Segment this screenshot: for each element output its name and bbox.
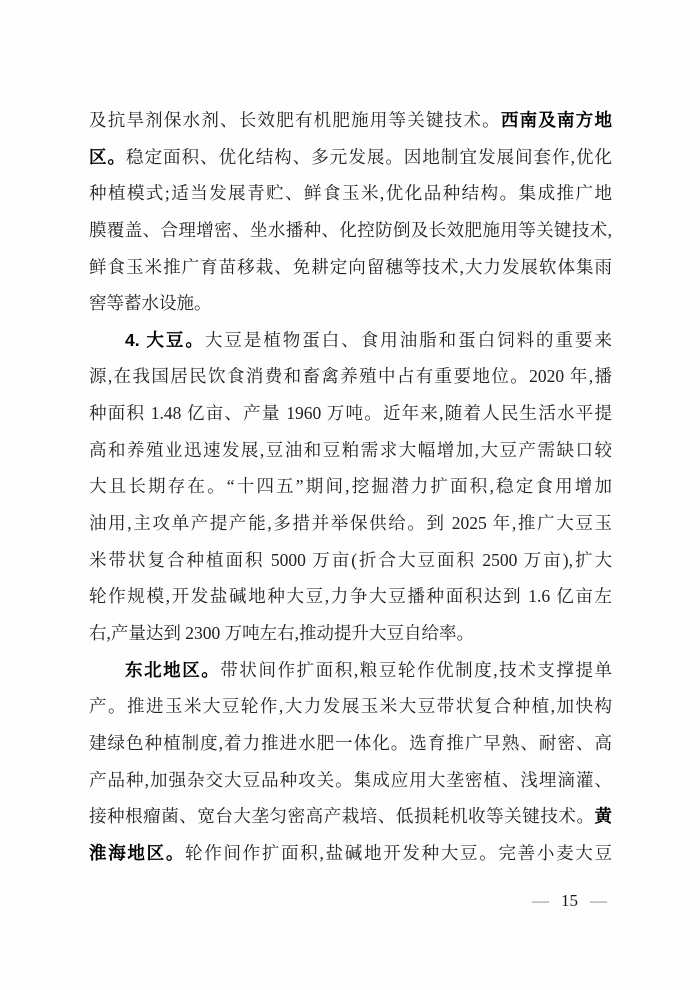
body-text-run: 种植模式;适当发展青贮、鲜食玉米,优化品种结构。集成推广地 (89, 183, 612, 204)
bold-heading-run: 黄 (594, 806, 612, 827)
text-line (89, 615, 612, 652)
body-text-run: 大豆是植物蛋白、食用油脂和蛋白饲料的重要来 (204, 329, 612, 350)
body-text-run: 建绿色种植制度,着力推进水肥一体化。选育推广早熟、耐密、高 (89, 732, 612, 753)
bold-heading-run: 4. 大豆。 (125, 329, 205, 350)
body-text-run: 轮作间作扩面积,盐碱地开发种大豆。完善小麦大豆 (185, 842, 612, 863)
text-line (89, 798, 612, 835)
text-line (89, 578, 612, 615)
body-text-run: 产。推进玉米大豆轮作,大力发展玉米大豆带状复合种植,加快构 (89, 696, 612, 717)
body-text-run: 种面积 1.48 亿亩、产量 1960 万吨。近年来,随着人民生活水平提 (89, 403, 612, 424)
body-text-run: 及抗旱剂保水剂、长效肥有机肥施用等关键技术。 (89, 110, 501, 130)
text-line (89, 249, 612, 286)
body-text-run: 稳定面积、优化结构、多元发展。因地制宜发展间套作,优化 (126, 146, 612, 167)
text-line (89, 688, 612, 725)
text-line (89, 322, 612, 359)
page-body-text (89, 102, 612, 871)
text-line (89, 212, 612, 249)
body-text-run: 接种根瘤菌、宽台大垄匀密高产栽培、低损耗机收等关键技术。 (89, 806, 595, 827)
bold-heading-run: 西南及南方地 (500, 110, 612, 130)
text-line (89, 762, 612, 799)
body-text-run: 右,产量达到 2300 万吨左右,推动提升大豆自给率。 (89, 622, 474, 643)
bold-heading-run: 东北地区。 (125, 659, 221, 680)
footer-dash-left: — (532, 891, 549, 910)
text-line (89, 285, 612, 322)
text-line (89, 358, 612, 395)
text-line (89, 395, 612, 432)
page-number: 15 (561, 891, 578, 910)
footer-dash-right: — (590, 891, 607, 910)
text-line (89, 652, 612, 689)
text-line (89, 102, 612, 139)
body-text-run: 源,在我国居民饮食消费和畜禽养殖中占有重要地位。2020 年,播 (89, 366, 612, 387)
text-line (89, 725, 612, 762)
text-line (89, 468, 612, 505)
body-text-run: 大且长期存在。“十四五”期间,挖掘潜力扩面积,稳定食用增加 (89, 476, 612, 497)
body-text-run: 产品种,加强杂交大豆品种攻关。集成应用大垄密植、浅埋滴灌、 (89, 769, 612, 790)
body-text-run: 高和养殖业迅速发展,豆油和豆粕需求大幅增加,大豆产需缺口较 (89, 439, 612, 460)
body-text-run: 鲜食玉米推广育苗移栽、免耕定向留穗等技术,大力发展软体集雨 (89, 256, 612, 277)
text-line (89, 139, 612, 176)
body-text-run: 膜覆盖、合理增密、坐水播种、化控防倒及长效肥施用等关键技术, (89, 219, 612, 240)
body-text-run: 米带状复合种植面积 5000 万亩(折合大豆面积 2500 万亩),扩大 (89, 549, 612, 570)
text-line (89, 175, 612, 212)
page-footer (0, 889, 607, 913)
text-line (89, 542, 612, 579)
text-line (89, 432, 612, 469)
text-line (89, 505, 612, 542)
text-line (89, 835, 612, 872)
body-text-run: 油用,主攻单产提产能,多措并举保供给。到 2025 年,推广大豆玉 (89, 513, 612, 534)
body-text-run: 窖等蓄水设施。 (89, 293, 212, 314)
body-text-run: 轮作规模,开发盐碱地种大豆,力争大豆播种面积达到 1.6 亿亩左 (89, 586, 612, 607)
bold-heading-run: 区。 (89, 146, 127, 167)
bold-heading-run: 淮海地区。 (89, 842, 186, 863)
body-text-run: 带状间作扩面积,粮豆轮作优制度,技术支撑提单 (220, 659, 612, 680)
